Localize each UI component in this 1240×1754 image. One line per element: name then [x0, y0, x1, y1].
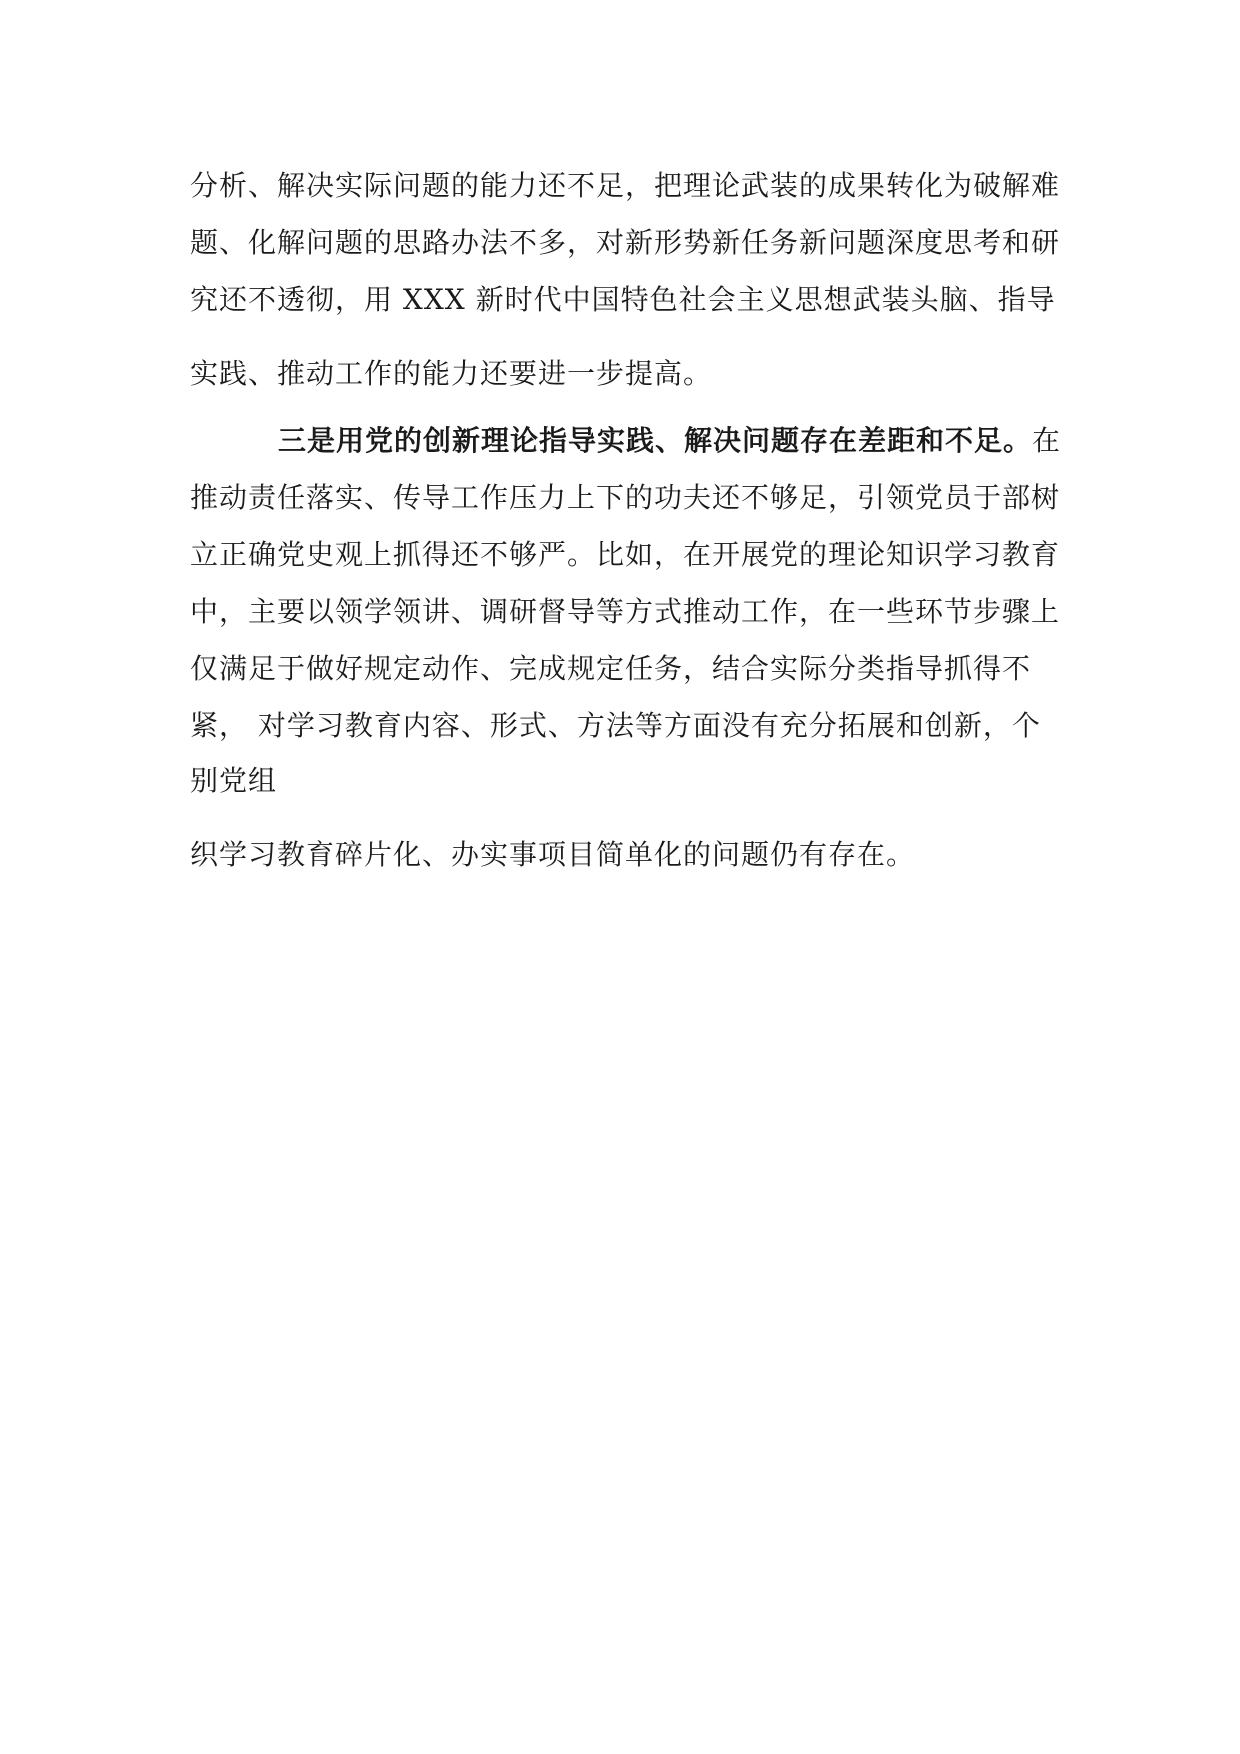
paragraph-2-line-7: 织学习教育碎片化、办实事项目简单化的问题仍有存在。 [190, 838, 916, 871]
paragraph-2-line-5: 紧， 对学习教育内容、形式、方法等方面没有充分拓展和创新，个 [190, 709, 1041, 742]
paragraph-2-line-2: 立正确党史观上抓得还不够严。比如，在开展党的理论知识学习教育 [190, 538, 1061, 571]
paragraph-2-heading-line [278, 421, 1070, 461]
paragraph-2-heading: 三是用党的创新理论指导实践、解决问题存在差距和不足。 [278, 424, 1033, 457]
paragraph-2-line-4: 仅满足于做好规定动作、完成规定任务，结合实际分类指导抓得不 [190, 652, 1032, 685]
paragraph-2-line-6: 别党组 [190, 764, 278, 797]
paragraph-1-line-2: 题、化解问题的思路办法不多，对新形势新任务新问题深度思考和研 [190, 226, 1061, 259]
paragraph-2-heading-tail: 在 [1032, 424, 1062, 457]
paragraph-1-line-3: 究还不透彻，用 XXX 新时代中国特色社会主义思想武装头脑、指导 [190, 283, 1056, 316]
paragraph-1-line-4: 实践、推动工作的能力还要进一步提高。 [190, 357, 713, 390]
paragraph-2-line-1: 推动责任落实、传导工作压力上下的功夫还不够足，引领党员于部树 [190, 481, 1061, 514]
paragraph-1-line-1: 分析、解决实际问题的能力还不足，把理论武装的成果转化为破解难 [190, 169, 1061, 202]
paragraph-2-line-3: 中，主要以领学领讲、调研督导等方式推动工作，在一些环节步骤上 [190, 595, 1061, 628]
